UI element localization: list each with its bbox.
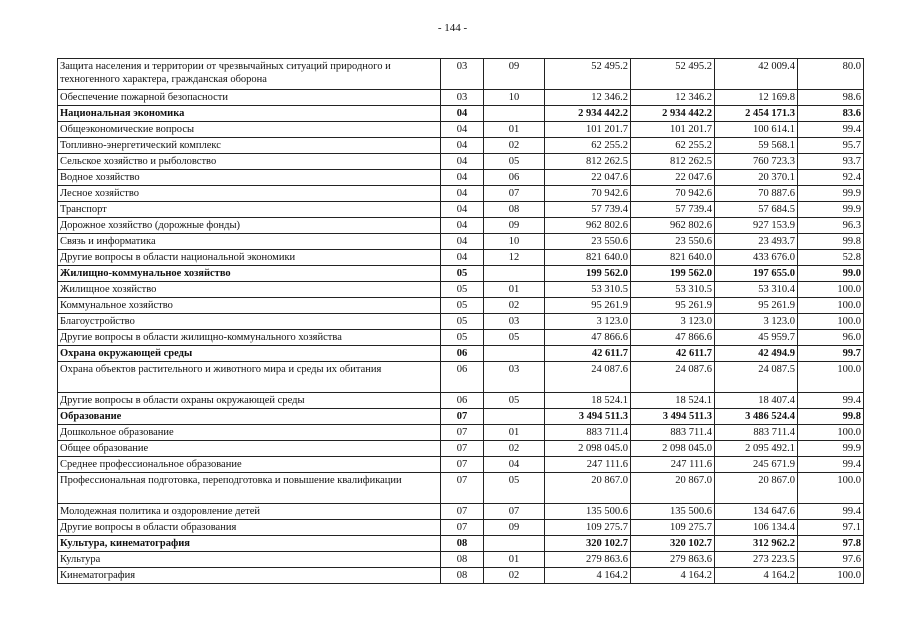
subsection-code-cell: 07 — [484, 186, 545, 202]
row-name-cell: Другие вопросы в области национальной экономики — [58, 250, 441, 266]
table-row — [58, 393, 864, 409]
executed-amount-cell: 57 684.5 — [715, 202, 798, 218]
row-name-cell: Дошкольное образование — [58, 425, 441, 441]
table-row — [58, 170, 864, 186]
row-name-cell: Образование — [58, 409, 441, 425]
executed-amount-cell: 20 867.0 — [715, 473, 798, 504]
execution-percent-cell: 100.0 — [798, 568, 864, 584]
row-name-cell: Коммунальное хозяйство — [58, 298, 441, 314]
approved-amount-cell: 23 550.6 — [545, 234, 631, 250]
revised-amount-cell: 135 500.6 — [631, 504, 715, 520]
section-code-cell: 07 — [441, 409, 484, 425]
subsection-code-cell — [484, 266, 545, 282]
revised-amount-cell: 62 255.2 — [631, 138, 715, 154]
subsection-code-cell: 12 — [484, 250, 545, 266]
row-name-cell: Охрана объектов растительного и животного мира и среды их обитания — [58, 362, 441, 393]
row-name-cell: Другие вопросы в области образования — [58, 520, 441, 536]
section-code-cell: 05 — [441, 314, 484, 330]
table-row — [58, 154, 864, 170]
subsection-code-cell: 03 — [484, 314, 545, 330]
executed-amount-cell: 59 568.1 — [715, 138, 798, 154]
row-name-cell: Общее образование — [58, 441, 441, 457]
executed-amount-cell: 134 647.6 — [715, 504, 798, 520]
subsection-code-cell: 04 — [484, 457, 545, 473]
execution-percent-cell: 100.0 — [798, 362, 864, 393]
revised-amount-cell: 47 866.6 — [631, 330, 715, 346]
approved-amount-cell: 279 863.6 — [545, 552, 631, 568]
subsection-code-cell: 10 — [484, 90, 545, 106]
section-code-cell: 07 — [441, 473, 484, 504]
row-name-cell: Благоустройство — [58, 314, 441, 330]
executed-amount-cell: 12 169.8 — [715, 90, 798, 106]
executed-amount-cell: 45 959.7 — [715, 330, 798, 346]
approved-amount-cell: 812 262.5 — [545, 154, 631, 170]
section-code-cell: 03 — [441, 90, 484, 106]
execution-percent-cell: 96.0 — [798, 330, 864, 346]
execution-percent-cell: 100.0 — [798, 314, 864, 330]
row-name-cell: Лесное хозяйство — [58, 186, 441, 202]
revised-amount-cell: 57 739.4 — [631, 202, 715, 218]
execution-percent-cell: 83.6 — [798, 106, 864, 122]
approved-amount-cell: 135 500.6 — [545, 504, 631, 520]
table-row — [58, 441, 864, 457]
revised-amount-cell: 24 087.6 — [631, 362, 715, 393]
execution-percent-cell: 98.6 — [798, 90, 864, 106]
execution-percent-cell: 100.0 — [798, 425, 864, 441]
table-row — [58, 138, 864, 154]
subsection-code-cell: 09 — [484, 218, 545, 234]
revised-amount-cell: 101 201.7 — [631, 122, 715, 138]
table-row — [58, 425, 864, 441]
section-code-cell: 06 — [441, 393, 484, 409]
row-name-cell: Жилищное хозяйство — [58, 282, 441, 298]
subsection-code-cell — [484, 346, 545, 362]
executed-amount-cell: 312 962.2 — [715, 536, 798, 552]
revised-amount-cell: 95 261.9 — [631, 298, 715, 314]
subsection-code-cell: 05 — [484, 330, 545, 346]
page-number: - 144 - — [437, 22, 468, 34]
approved-amount-cell: 95 261.9 — [545, 298, 631, 314]
section-code-cell: 04 — [441, 234, 484, 250]
execution-percent-cell: 99.0 — [798, 266, 864, 282]
executed-amount-cell: 95 261.9 — [715, 298, 798, 314]
subsection-code-cell: 02 — [484, 568, 545, 584]
revised-amount-cell: 53 310.5 — [631, 282, 715, 298]
row-name-cell: Молодежная политика и оздоровление детей — [58, 504, 441, 520]
approved-amount-cell: 4 164.2 — [545, 568, 631, 584]
table-row — [58, 298, 864, 314]
section-total-row — [58, 536, 864, 552]
revised-amount-cell: 4 164.2 — [631, 568, 715, 584]
row-name-cell: Топливно-энергетический комплекс — [58, 138, 441, 154]
section-code-cell: 04 — [441, 154, 484, 170]
execution-percent-cell: 93.7 — [798, 154, 864, 170]
revised-amount-cell: 22 047.6 — [631, 170, 715, 186]
row-name-cell: Культура, кинематография — [58, 536, 441, 552]
table-row — [58, 362, 864, 393]
section-code-cell: 05 — [441, 330, 484, 346]
section-code-cell: 08 — [441, 536, 484, 552]
revised-amount-cell: 52 495.2 — [631, 59, 715, 90]
row-name-cell: Национальная экономика — [58, 106, 441, 122]
table-row — [58, 568, 864, 584]
execution-percent-cell: 99.7 — [798, 346, 864, 362]
executed-amount-cell: 18 407.4 — [715, 393, 798, 409]
executed-amount-cell: 433 676.0 — [715, 250, 798, 266]
approved-amount-cell: 2 098 045.0 — [545, 441, 631, 457]
subsection-code-cell — [484, 409, 545, 425]
revised-amount-cell: 812 262.5 — [631, 154, 715, 170]
table-row — [58, 90, 864, 106]
executed-amount-cell: 3 123.0 — [715, 314, 798, 330]
subsection-code-cell — [484, 106, 545, 122]
budget-table-body — [58, 59, 864, 584]
row-name-cell: Кинематография — [58, 568, 441, 584]
approved-amount-cell: 53 310.5 — [545, 282, 631, 298]
revised-amount-cell: 199 562.0 — [631, 266, 715, 282]
execution-percent-cell: 99.4 — [798, 504, 864, 520]
approved-amount-cell: 18 524.1 — [545, 393, 631, 409]
row-name-cell: Сельское хозяйство и рыболовство — [58, 154, 441, 170]
executed-amount-cell: 53 310.4 — [715, 282, 798, 298]
subsection-code-cell: 10 — [484, 234, 545, 250]
execution-percent-cell: 99.4 — [798, 393, 864, 409]
subsection-code-cell: 01 — [484, 122, 545, 138]
table-row — [58, 250, 864, 266]
approved-amount-cell: 821 640.0 — [545, 250, 631, 266]
executed-amount-cell: 4 164.2 — [715, 568, 798, 584]
row-name-cell: Общеэкономические вопросы — [58, 122, 441, 138]
execution-percent-cell: 100.0 — [798, 282, 864, 298]
subsection-code-cell: 01 — [484, 552, 545, 568]
subsection-code-cell: 02 — [484, 441, 545, 457]
execution-percent-cell: 95.7 — [798, 138, 864, 154]
row-name-cell: Связь и информатика — [58, 234, 441, 250]
revised-amount-cell: 247 111.6 — [631, 457, 715, 473]
execution-percent-cell: 99.9 — [798, 202, 864, 218]
subsection-code-cell: 05 — [484, 154, 545, 170]
subsection-code-cell: 05 — [484, 473, 545, 504]
executed-amount-cell: 70 887.6 — [715, 186, 798, 202]
revised-amount-cell: 3 123.0 — [631, 314, 715, 330]
table-row — [58, 202, 864, 218]
table-row — [58, 504, 864, 520]
revised-amount-cell: 109 275.7 — [631, 520, 715, 536]
approved-amount-cell: 22 047.6 — [545, 170, 631, 186]
execution-percent-cell: 100.0 — [798, 298, 864, 314]
row-name-cell: Обеспечение пожарной безопасности — [58, 90, 441, 106]
table-row — [58, 282, 864, 298]
section-code-cell: 04 — [441, 170, 484, 186]
executed-amount-cell: 42 009.4 — [715, 59, 798, 90]
section-code-cell: 04 — [441, 122, 484, 138]
revised-amount-cell: 2 098 045.0 — [631, 441, 715, 457]
execution-percent-cell: 99.8 — [798, 409, 864, 425]
approved-amount-cell: 109 275.7 — [545, 520, 631, 536]
approved-amount-cell: 24 087.6 — [545, 362, 631, 393]
section-code-cell: 08 — [441, 568, 484, 584]
revised-amount-cell: 962 802.6 — [631, 218, 715, 234]
revised-amount-cell: 42 611.7 — [631, 346, 715, 362]
row-name-cell: Другие вопросы в области жилищно-коммунального хозяйства — [58, 330, 441, 346]
execution-percent-cell: 99.4 — [798, 457, 864, 473]
execution-percent-cell: 96.3 — [798, 218, 864, 234]
approved-amount-cell: 2 934 442.2 — [545, 106, 631, 122]
revised-amount-cell: 821 640.0 — [631, 250, 715, 266]
execution-percent-cell: 52.8 — [798, 250, 864, 266]
row-name-cell: Культура — [58, 552, 441, 568]
table-row — [58, 457, 864, 473]
section-code-cell: 04 — [441, 202, 484, 218]
approved-amount-cell: 62 255.2 — [545, 138, 631, 154]
execution-percent-cell: 99.4 — [798, 122, 864, 138]
subsection-code-cell: 05 — [484, 393, 545, 409]
executed-amount-cell: 2 095 492.1 — [715, 441, 798, 457]
section-total-row — [58, 409, 864, 425]
approved-amount-cell: 47 866.6 — [545, 330, 631, 346]
approved-amount-cell: 247 111.6 — [545, 457, 631, 473]
executed-amount-cell: 42 494.9 — [715, 346, 798, 362]
revised-amount-cell: 20 867.0 — [631, 473, 715, 504]
approved-amount-cell: 101 201.7 — [545, 122, 631, 138]
execution-percent-cell: 80.0 — [798, 59, 864, 90]
executed-amount-cell: 100 614.1 — [715, 122, 798, 138]
executed-amount-cell: 3 486 524.4 — [715, 409, 798, 425]
section-code-cell: 05 — [441, 282, 484, 298]
revised-amount-cell: 23 550.6 — [631, 234, 715, 250]
executed-amount-cell: 927 153.9 — [715, 218, 798, 234]
section-code-cell: 07 — [441, 457, 484, 473]
row-name-cell: Дорожное хозяйство (дорожные фонды) — [58, 218, 441, 234]
execution-percent-cell: 97.8 — [798, 536, 864, 552]
subsection-code-cell: 08 — [484, 202, 545, 218]
table-row — [58, 234, 864, 250]
section-code-cell: 04 — [441, 186, 484, 202]
execution-percent-cell: 100.0 — [798, 473, 864, 504]
section-code-cell: 03 — [441, 59, 484, 90]
row-name-cell: Водное хозяйство — [58, 170, 441, 186]
section-total-row — [58, 266, 864, 282]
execution-percent-cell: 92.4 — [798, 170, 864, 186]
section-code-cell: 04 — [441, 218, 484, 234]
executed-amount-cell: 883 711.4 — [715, 425, 798, 441]
subsection-code-cell: 06 — [484, 170, 545, 186]
executed-amount-cell: 24 087.5 — [715, 362, 798, 393]
approved-amount-cell: 52 495.2 — [545, 59, 631, 90]
section-code-cell: 05 — [441, 266, 484, 282]
approved-amount-cell: 20 867.0 — [545, 473, 631, 504]
section-total-row — [58, 106, 864, 122]
table-row — [58, 122, 864, 138]
section-code-cell: 07 — [441, 520, 484, 536]
section-code-cell: 08 — [441, 552, 484, 568]
subsection-code-cell: 01 — [484, 282, 545, 298]
budget-table — [57, 58, 864, 584]
subsection-code-cell: 09 — [484, 520, 545, 536]
revised-amount-cell: 883 711.4 — [631, 425, 715, 441]
section-code-cell: 05 — [441, 298, 484, 314]
executed-amount-cell: 23 493.7 — [715, 234, 798, 250]
executed-amount-cell: 273 223.5 — [715, 552, 798, 568]
section-code-cell: 04 — [441, 138, 484, 154]
table-row — [58, 218, 864, 234]
approved-amount-cell: 883 711.4 — [545, 425, 631, 441]
approved-amount-cell: 12 346.2 — [545, 90, 631, 106]
row-name-cell: Защита населения и территории от чрезвычайных ситуаций природного и техногенного характера, гражданская оборона — [58, 59, 441, 90]
table-row — [58, 473, 864, 504]
section-code-cell: 07 — [441, 425, 484, 441]
section-total-row — [58, 346, 864, 362]
revised-amount-cell: 70 942.6 — [631, 186, 715, 202]
row-name-cell: Жилищно-коммунальное хозяйство — [58, 266, 441, 282]
executed-amount-cell: 760 723.3 — [715, 154, 798, 170]
subsection-code-cell: 03 — [484, 362, 545, 393]
execution-percent-cell: 99.9 — [798, 186, 864, 202]
executed-amount-cell: 2 454 171.3 — [715, 106, 798, 122]
approved-amount-cell: 962 802.6 — [545, 218, 631, 234]
approved-amount-cell: 3 123.0 — [545, 314, 631, 330]
row-name-cell: Среднее профессиональное образование — [58, 457, 441, 473]
revised-amount-cell: 3 494 511.3 — [631, 409, 715, 425]
section-code-cell: 06 — [441, 362, 484, 393]
subsection-code-cell: 02 — [484, 138, 545, 154]
approved-amount-cell: 57 739.4 — [545, 202, 631, 218]
section-code-cell: 07 — [441, 504, 484, 520]
row-name-cell: Профессиональная подготовка, переподготовка и повышение квалификации — [58, 473, 441, 504]
executed-amount-cell: 245 671.9 — [715, 457, 798, 473]
approved-amount-cell: 70 942.6 — [545, 186, 631, 202]
subsection-code-cell: 07 — [484, 504, 545, 520]
row-name-cell: Охрана окружающей среды — [58, 346, 441, 362]
section-code-cell: 06 — [441, 346, 484, 362]
subsection-code-cell — [484, 536, 545, 552]
table-row — [58, 520, 864, 536]
subsection-code-cell: 02 — [484, 298, 545, 314]
subsection-code-cell: 09 — [484, 59, 545, 90]
row-name-cell: Транспорт — [58, 202, 441, 218]
execution-percent-cell: 99.9 — [798, 441, 864, 457]
table-row — [58, 330, 864, 346]
table-row — [58, 552, 864, 568]
section-code-cell: 04 — [441, 250, 484, 266]
revised-amount-cell: 18 524.1 — [631, 393, 715, 409]
section-code-cell: 07 — [441, 441, 484, 457]
revised-amount-cell: 12 346.2 — [631, 90, 715, 106]
section-code-cell: 04 — [441, 106, 484, 122]
executed-amount-cell: 197 655.0 — [715, 266, 798, 282]
row-name-cell: Другие вопросы в области охраны окружающей среды — [58, 393, 441, 409]
revised-amount-cell: 2 934 442.2 — [631, 106, 715, 122]
executed-amount-cell: 20 370.1 — [715, 170, 798, 186]
table-row — [58, 59, 864, 90]
approved-amount-cell: 320 102.7 — [545, 536, 631, 552]
subsection-code-cell: 01 — [484, 425, 545, 441]
approved-amount-cell: 3 494 511.3 — [545, 409, 631, 425]
revised-amount-cell: 320 102.7 — [631, 536, 715, 552]
table-row — [58, 186, 864, 202]
execution-percent-cell: 97.1 — [798, 520, 864, 536]
revised-amount-cell: 279 863.6 — [631, 552, 715, 568]
execution-percent-cell: 97.6 — [798, 552, 864, 568]
approved-amount-cell: 199 562.0 — [545, 266, 631, 282]
table-row — [58, 314, 864, 330]
execution-percent-cell: 99.8 — [798, 234, 864, 250]
executed-amount-cell: 106 134.4 — [715, 520, 798, 536]
approved-amount-cell: 42 611.7 — [545, 346, 631, 362]
